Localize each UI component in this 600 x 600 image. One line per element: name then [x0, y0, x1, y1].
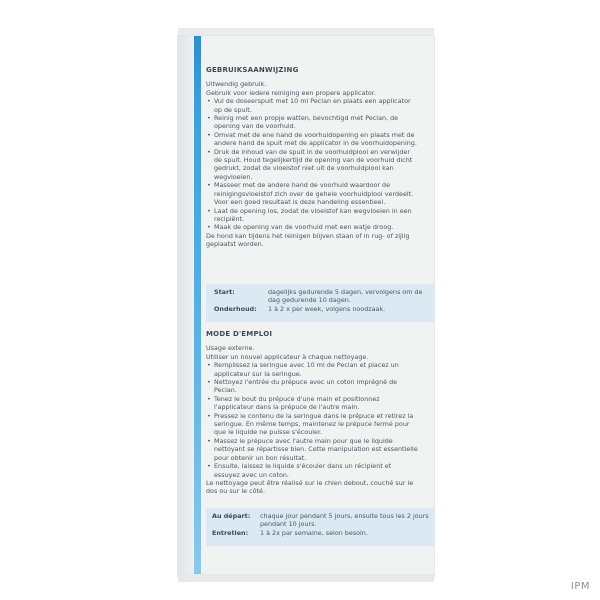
- intro-nl-1: Uitwendig gebruik.: [206, 80, 267, 89]
- schedule-text: 1 à 2x par semaine, selon besoin.: [260, 528, 368, 537]
- step-nl: • Reinig met een propje watten, bevochtigd met Peclan, de opening van de voorhuid.: [206, 114, 418, 131]
- ipm-watermark: IPM: [570, 581, 590, 592]
- step-nl: • Omvat met de ene hand de voorhuidopening en plaats met de andere hand de spuit met de applicator in de voorhuidopening.: [206, 131, 418, 148]
- instructions-fr: [206, 330, 418, 496]
- step-nl: • Maak de opening van de voorhuid met een watje droog.: [206, 223, 418, 231]
- schedule-label: Start:: [214, 288, 235, 296]
- steps-fr: [206, 361, 418, 479]
- outro-fr: Le nettoyage peut être réalisé sur le chien debout, couché sur le dos ou sur le côté.: [206, 478, 414, 496]
- schedule-text: dagelijks gedurende 5 dagen, vervolgens om de dag gedurende 10 dagen.: [268, 288, 423, 305]
- intro-fr-2: Utiliser un nouvel applicateur à chaque nettoyage.: [206, 352, 369, 361]
- schedule-label: Onderhoud:: [214, 304, 257, 313]
- schedule-label: Entretien:: [212, 528, 249, 537]
- step-fr: • Nettoyez l'entrée du prépuce avec un coton imprégné de Peclan.: [206, 378, 418, 395]
- steps-nl: [206, 97, 418, 232]
- schedule-band-nl: [206, 284, 434, 322]
- instructions-nl: [206, 66, 418, 249]
- heading-fr: MODE D'EMPLOI: [206, 330, 273, 338]
- step-fr: • Massez le prépuce avec l'autre main pour que le liquide nettoyant se répartisse bien. Cette manipulation est essentielle pour obtenir un bon résultat.: [206, 437, 418, 462]
- step-fr: • Ensuite, laissez le liquide s'écouler dans un récipient et essuyez avec un coton.: [206, 462, 418, 479]
- step-fr: • Tenez le bout du prépuce d'une main et positionnez l'applicateur dans la prépuce de l'autre main.: [206, 395, 418, 412]
- schedule-row-fr: [206, 529, 434, 537]
- heading-nl: GEBRUIKSAANWIJZING: [206, 66, 299, 74]
- schedule-row-fr: [206, 512, 434, 529]
- step-nl: • Vul de doseerspuit met 10 ml Peclan en plaats een applicator op de spuit.: [206, 97, 418, 114]
- intro-nl-2: Gebruik voor iedere reiniging een propere applicator.: [206, 88, 376, 97]
- step-fr: • Remplissez la seringue avec 10 ml de Peclan et placez un applicateur sur la seringue.: [206, 361, 418, 378]
- box-bottom-rim: [178, 574, 434, 582]
- step-fr: • Pressez le contenu de la seringue dans le prépuce et retirez la seringue. En même temps, maintenez le prépuce fermé pour que le liquide ne puisse s'écouler.: [206, 412, 418, 437]
- schedule-row-nl: [206, 288, 434, 305]
- schedule-text: chaque jour pendant 5 jours, ensuite tous les 2 jours pendant 10 jours.: [260, 512, 429, 529]
- schedule-label: Au départ:: [212, 512, 251, 520]
- box-edge-shadow: [178, 36, 194, 576]
- schedule-text: 1 à 2 x per week, volgens noodzaak.: [268, 304, 386, 313]
- intro-fr-1: Usage externe.: [206, 344, 255, 353]
- step-nl: • Masseer met de andere hand de voorhuid waardoor de reinigingsvloeistof zich over de gehele voorhuidplooi verdeelt. Voor een goed resultaat is deze handeling essentieel.: [206, 181, 418, 206]
- step-nl: • Laat de opening los, zodat de vloeistof kan wegvloeien in een recipiënt.: [206, 207, 418, 224]
- step-nl: • Druk de inhoud van de spuit in de voorhuidplooi en verwijder de spuit. Houd tegelijkertijd de opening van de voorhuid dicht gedrukt, zodat de vloeistof niet uit de voorhuidplooi kan wegvloeien.: [206, 148, 418, 182]
- schedule-band-fr: [206, 508, 434, 546]
- schedule-row-nl: [206, 305, 434, 313]
- outro-nl: De hond kan tijdens het reinigen blijven staan of in rug- of zijlig geplaatst worden.: [206, 231, 410, 249]
- blue-stripe: [194, 36, 201, 576]
